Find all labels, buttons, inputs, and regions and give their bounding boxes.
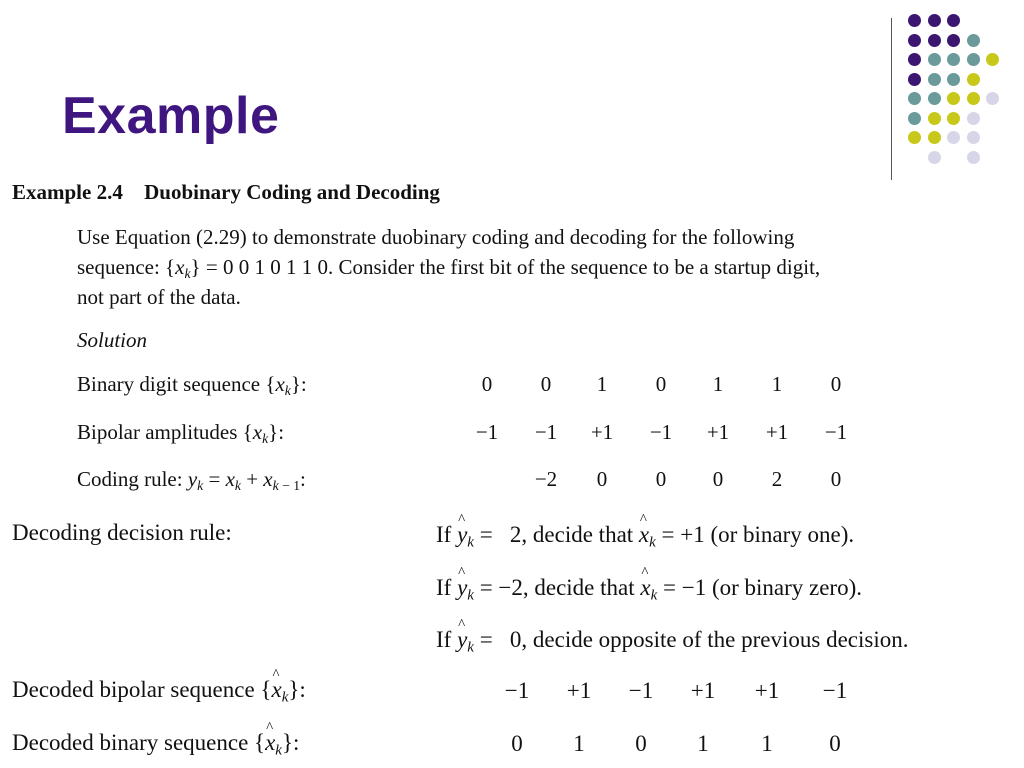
coding-value-cell: 2	[771, 467, 783, 491]
example-title: Duobinary Coding and Decoding	[144, 180, 440, 204]
decoded-binary-cell: 0	[511, 731, 523, 756]
decoded-binary-label: Decoded binary sequence {x $\^{}_k$}:	[12, 730, 299, 756]
coding-value-cell: 0	[655, 467, 667, 491]
decorative-dot	[908, 73, 921, 86]
decorative-dot	[908, 131, 921, 144]
paragraph-line-1: Use Equation (2.29) to demonstrate duobinary coding and decoding for the following	[77, 225, 795, 249]
decorative-dot	[908, 34, 921, 47]
coding-value-cell: 0	[596, 467, 608, 491]
decorative-dot	[947, 73, 960, 86]
decorative-dot	[967, 131, 980, 144]
coding-value-cell: 0	[830, 467, 842, 491]
decorative-dot	[928, 131, 941, 144]
decoded-bipolar-cell: −1	[822, 678, 848, 703]
bipolar-value-cell: +1	[765, 420, 789, 444]
coding-value-cell: 0	[712, 467, 724, 491]
binary-value-cell: 1	[712, 372, 724, 396]
decorative-dot	[928, 112, 941, 125]
binary-value-cell: 1	[771, 372, 783, 396]
decorative-dot	[908, 53, 921, 66]
decoding-rule-1: If y $\^{}_k = 2$, decide that x $\^{}_k = +1$ (or binary one).	[436, 522, 854, 548]
binary-row-label: Binary digit sequence $\{x_k\}$:	[77, 372, 307, 399]
binary-value-cell: 0	[481, 372, 493, 396]
bipolar-value-cell: +1	[706, 420, 730, 444]
decorative-dot	[986, 92, 999, 105]
example-heading	[12, 180, 440, 205]
decorative-dot	[928, 34, 941, 47]
decorative-dot-grid	[908, 14, 1008, 164]
bipolar-value-cell: −1	[475, 420, 499, 444]
decoded-bipolar-cell: −1	[628, 678, 654, 703]
example-number: Example 2.4	[12, 180, 123, 204]
binary-value-cell: 0	[830, 372, 842, 396]
decorative-dot	[908, 14, 921, 27]
decorative-dot	[947, 112, 960, 125]
coding-row-label: Coding rule: $y_k = x_k + x_{k - 1}$:	[77, 467, 306, 494]
decorative-dot	[947, 34, 960, 47]
decoding-rule-label: Decoding decision rule:	[12, 520, 232, 545]
example-paragraph	[77, 222, 1012, 312]
decorative-dot	[947, 53, 960, 66]
title-divider	[891, 18, 892, 180]
paragraph-line-3: not part of the data.	[77, 285, 241, 309]
decorative-dot	[928, 92, 941, 105]
coding-value-cell: −2	[534, 467, 558, 491]
decorative-dot	[947, 92, 960, 105]
decorative-dot	[986, 53, 999, 66]
bipolar-value-cell: +1	[590, 420, 614, 444]
decoded-bipolar-label: Decoded bipolar sequence {x $\^{}_k$}:	[12, 677, 306, 703]
decorative-dot	[928, 73, 941, 86]
decorative-dot	[947, 14, 960, 27]
decorative-dot	[967, 112, 980, 125]
decorative-dot	[967, 34, 980, 47]
decoding-rule-2: If y $\^{}_k = -2$, decide that x $\^{}_k = -1$ (or binary zero).	[436, 575, 862, 601]
bipolar-value-cell: −1	[824, 420, 848, 444]
decorative-dot	[947, 131, 960, 144]
decorative-dot	[928, 53, 941, 66]
slide-title: Example	[62, 87, 280, 145]
bipolar-value-cell: −1	[649, 420, 673, 444]
decorative-dot	[908, 112, 921, 125]
decoded-bipolar-cell: +1	[754, 678, 780, 703]
decoded-bipolar-cell: −1	[504, 678, 530, 703]
bipolar-row-label: Bipolar amplitudes $\{x_k\}$:	[77, 420, 285, 447]
decorative-dot	[928, 14, 941, 27]
bipolar-value-cell: −1	[534, 420, 558, 444]
decorative-dot	[908, 92, 921, 105]
decorative-dot	[967, 151, 980, 164]
binary-value-cell: 0	[540, 372, 552, 396]
solution-label: Solution	[77, 328, 148, 352]
decoded-bipolar-cell: +1	[566, 678, 592, 703]
decorative-dot	[967, 53, 980, 66]
decoding-rule-3: If y $\^{}_k = 0$, decide opposite of the previous decision.	[436, 627, 908, 653]
decoded-bipolar-cell: +1	[690, 678, 716, 703]
decorative-dot	[967, 92, 980, 105]
decoded-binary-cell: 1	[697, 731, 709, 756]
decoded-binary-cell: 0	[635, 731, 647, 756]
binary-value-cell: 1	[596, 372, 608, 396]
decorative-dot	[928, 151, 941, 164]
decoded-binary-cell: 1	[573, 731, 585, 756]
decoded-binary-cell: 1	[761, 731, 773, 756]
decorative-dot	[967, 73, 980, 86]
binary-value-cell: 0	[655, 372, 667, 396]
paragraph-line-2: sequence: $\{x_k\} = 0$ 0 1 0 1 1 0. Consider the first bit of the sequence to be a startup digit,	[77, 255, 821, 282]
decoded-binary-cell: 0	[829, 731, 841, 756]
